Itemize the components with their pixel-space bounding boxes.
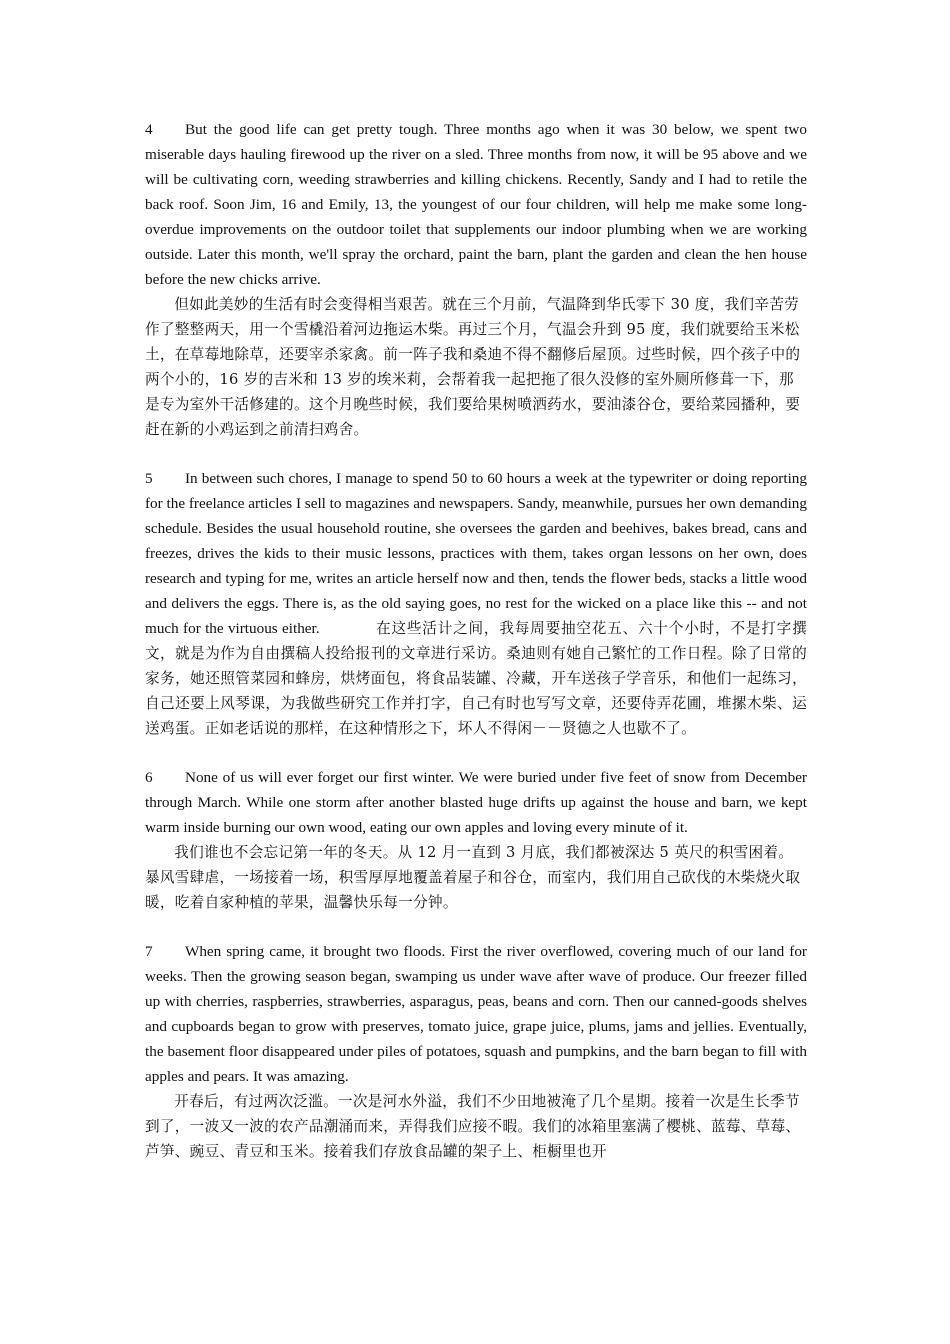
paragraph-7	[145, 939, 807, 1164]
chinese-translation: 我们谁也不会忘记第一年的冬天。从 12 月一直到 3 月底，我们都被深达 5 英尺的积雪困着。暴风雪肆虐，一场接着一场，积雪厚厚地覆盖着屋子和谷仓，而室内，我们用自己砍伐的木柴烧火取暖，吃着自家种植的苹果，温馨快乐每一分钟。	[145, 844, 801, 911]
english-text	[145, 466, 807, 741]
chinese-translation: 但如此美妙的生活有时会变得相当艰苦。就在三个月前，气温降到华氏零下 30 度，我们辛苦劳作了整整两天，用一个雪橇沿着河边拖运木柴。再过三个月，气温会升到 95 度，我们就要给玉米松土，在草莓地除草，还要宰杀家禽。前一阵子我和桑迪不得不翻修后屋顶。过些时候，四个孩子中的两个小的，16 岁的吉米和 13 岁的埃米莉，会帮着我一起把拖了很久没修的室外厕所修葺一下，那是专为室外干活修建的。这个月晚些时候，我们要给果树喷洒药水，要油漆谷仓，要给菜园播种，要赶在新的小鸡运到之前清扫鸡舍。	[145, 296, 801, 438]
chinese-translation: 开春后，有过两次泛滥。一次是河水外溢，我们不少田地被淹了几个星期。接着一次是生长季节到了，一波又一波的农产品潮涌而来，弄得我们应接不暇。我们的冰箱里塞满了樱桃、蓝莓、草莓、芦笋、豌豆、青豆和玉米。接着我们存放食品罐的架子上、柜橱里也开	[145, 1093, 801, 1160]
paragraph-number: 6	[145, 769, 153, 786]
english-body: In between such chores, I manage to spend 50 to 60 hours a week at the typewriter or doing reporting for the freelance articles I sell to magazines and newspapers. Sandy, meanwhile, pursues her own demanding schedule. Besides the usual household routine, she oversees the garden and beehives, bakes bread, cans and freezes, drives the kids to their music lessons, practices with them, takes organ lessons on her own, does research and typing for me, writes an article herself now and then, tends the flower beds, stacks a little wood and delivers the eggs. There is, as the old saying goes, no rest for the wicked on a place like this -- and not much for the virtuous either.	[145, 470, 807, 637]
paragraph-number: 5	[145, 470, 153, 487]
paragraph-5	[145, 466, 807, 741]
paragraph-6	[145, 765, 807, 915]
english-text	[145, 765, 807, 840]
paragraph-number: 4	[145, 121, 153, 138]
english-text	[145, 117, 807, 292]
paragraph-number: 7	[145, 943, 153, 960]
english-body: When spring came, it brought two floods. First the river overflowed, covering much of our land for weeks. Then the growing season began, swamping us under wave after wave of produce. Our freezer filled up with cherries, raspberries, strawberries, asparagus, peas, beans and corn. Then our canned-goods shelves and cupboards began to grow with preserves, tomato juice, grape juice, plums, jams and jellies. Eventually, the basement floor disappeared under piles of potatoes, squash and pumpkins, and the barn began to fill with apples and pears. It was amazing.	[145, 943, 807, 1085]
document-page	[145, 117, 807, 1188]
paragraph-4	[145, 117, 807, 442]
english-text	[145, 939, 807, 1089]
chinese-translation: 在这些活计之间，我每周要抽空花五、六十个小时，不是打字撰文，就是为作为自由撰稿人投给报刊的文章进行采访。桑迪则有她自己繁忙的工作日程。除了日常的家务，她还照管菜园和蜂房，烘烤面包，将食品装罐、冷藏，开车送孩子学音乐，和他们一起练习，自己还要上风琴课，为我做些研究工作并打字，自己有时也写写文章，还要侍弄花圃，堆摞木柴、运送鸡蛋。正如老话说的那样，在这种情形之下，坏人不得闲－－贤德之人也歇不了。	[145, 620, 807, 737]
english-body: None of us will ever forget our first winter. We were buried under five feet of snow from December through March. While one storm after another blasted huge drifts up against the house and barn, we kept warm inside burning our own wood, eating our own apples and loving every minute of it.	[145, 769, 807, 836]
english-body: But the good life can get pretty tough. Three months ago when it was 30 below, we spent two miserable days hauling firewood up the river on a sled. Three months from now, it will be 95 above and we will be cultivating corn, weeding strawberries and killing chickens. Recently, Sandy and I had to retile the back roof. Soon Jim, 16 and Emily, 13, the youngest of our four children, will help me make some long-overdue improvements on the outdoor toilet that supplements our indoor plumbing when we are working outside. Later this month, we'll spray the orchard, paint the barn, plant the garden and clean the hen house before the new chicks arrive.	[145, 121, 807, 288]
